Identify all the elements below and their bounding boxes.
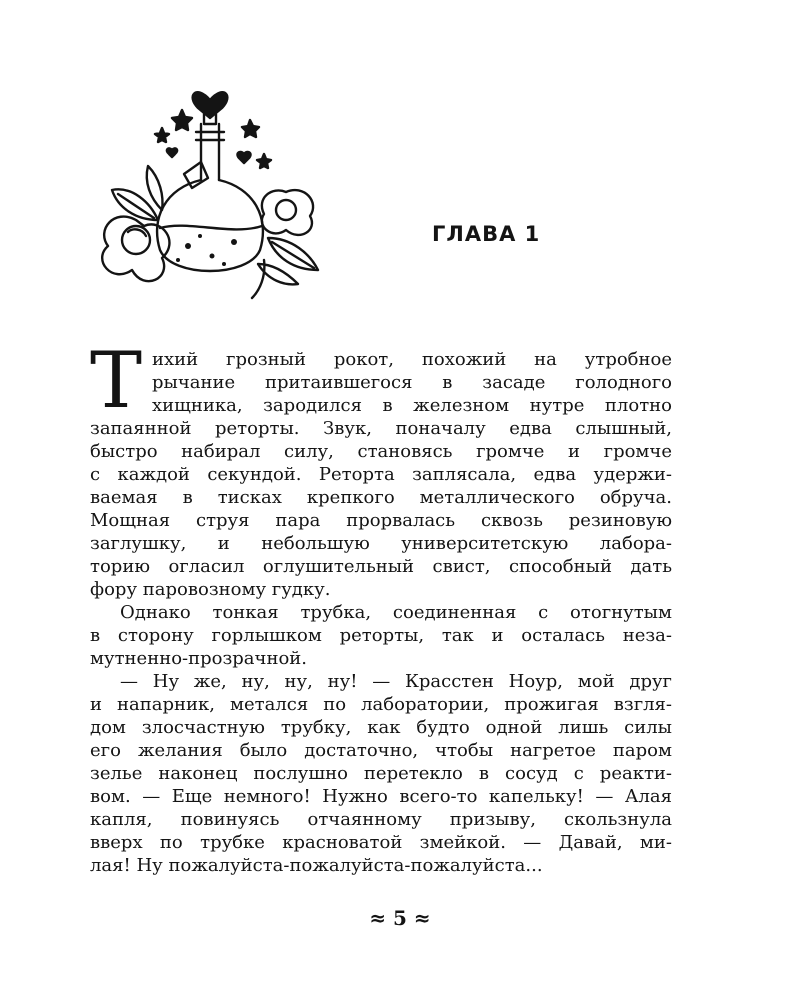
text-line: — Ну же, ну, ну, ну! — Красстен Ноур, мой друг xyxy=(120,671,672,692)
text-line: хищника, зародился в железном нутре плотно xyxy=(152,395,672,416)
text-line: вом. — Еще немного! Нужно всего-то капельку! — Алая xyxy=(90,786,672,807)
text-line: лая! Ну пожалуйста-пожалуйста-пожалуйста... xyxy=(90,855,543,876)
page-number: ≈ 5 ≈ xyxy=(369,906,431,930)
text-line: фору паровозному гудку. xyxy=(90,579,331,600)
text-line: капля, повинуясь отчаянному призыву, скользнула xyxy=(90,809,672,830)
chapter-text xyxy=(90,336,672,877)
text-line: ваемая в тисках крепкого металлического обруча. xyxy=(90,487,672,508)
potion-bottle-with-flowers-icon xyxy=(88,70,338,300)
text-line: с каждой секундой. Реторта заплясала, едва удержи- xyxy=(90,464,672,485)
text-line: его желания было достаточно, чтобы нагретое паром xyxy=(90,740,672,761)
text-line: Однако тонкая трубка, соединенная с отогнутым xyxy=(120,602,672,623)
chapter-title: ГЛАВА 1 xyxy=(432,222,541,246)
text-line: быстро набирал силу, становясь громче и громче xyxy=(90,441,672,462)
text-line: рычание притаившегося в засаде голодного xyxy=(152,372,672,393)
drop-cap: Т xyxy=(90,336,143,426)
text-line: зелье наконец послушно перетекло в сосуд с реакти- xyxy=(90,763,672,784)
text-line: торию огласил оглушительный свист, способный дать xyxy=(90,556,672,577)
text-line: мутненно-прозрачной. xyxy=(90,648,307,669)
text-line: запаянной реторты. Звук, поначалу едва слышный, xyxy=(90,418,672,439)
text-line: заглушку, и небольшую университетскую лабора- xyxy=(90,533,672,554)
text-line: и напарник, метался по лаборатории, прожигая взгля- xyxy=(90,694,672,715)
text-line: ихий грозный рокот, похожий на утробное xyxy=(152,349,672,370)
text-line: вверх по трубке красноватой змейкой. — Давай, ми- xyxy=(90,832,672,853)
text-line: Мощная струя пара прорвалась сквозь резиновую xyxy=(90,510,672,531)
text-line: в сторону горлышком реторты, так и осталась неза- xyxy=(90,625,672,646)
text-line: дом злосчастную трубку, как будто одной лишь силы xyxy=(90,717,672,738)
